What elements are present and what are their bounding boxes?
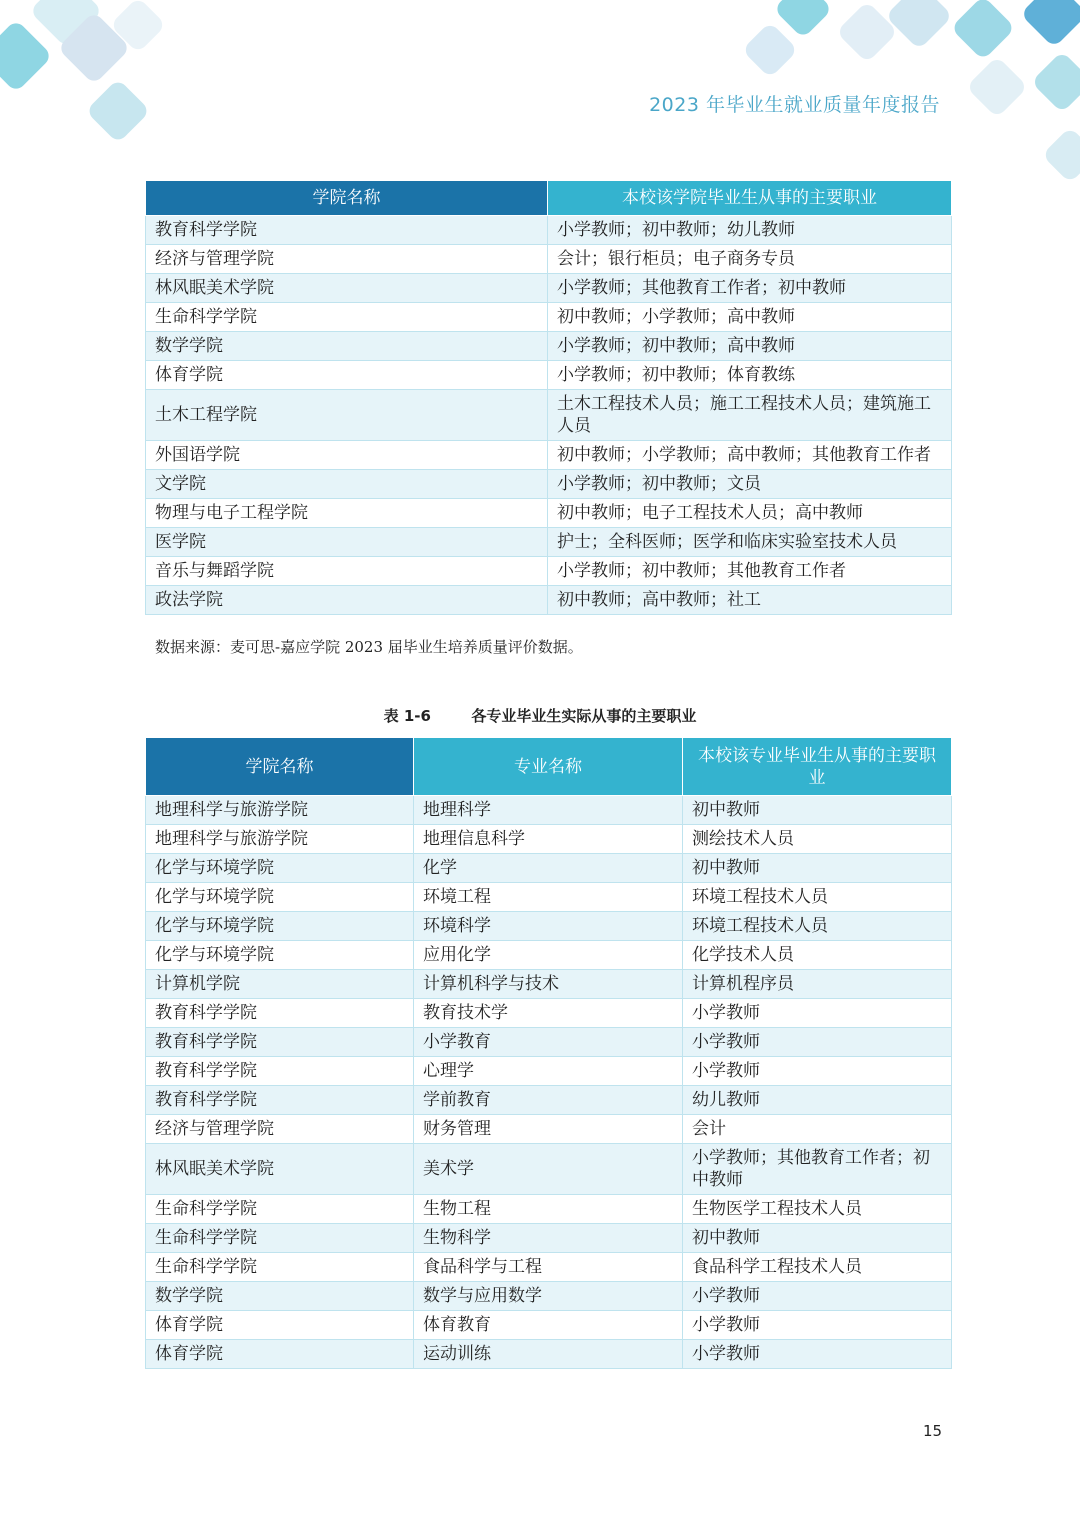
table-caption <box>0 705 1080 726</box>
college-cell: 化学与环境学院 <box>146 883 414 912</box>
occupation-cell: 小学教师；初中教师；其他教育工作者 <box>548 557 952 586</box>
table-row <box>146 1253 952 1282</box>
table-row <box>146 557 952 586</box>
table-row <box>146 1340 952 1369</box>
occupation-cell: 小学教师 <box>683 1057 952 1086</box>
occupation-cell: 小学教师；初中教师；文员 <box>548 470 952 499</box>
major-cell: 美术学 <box>414 1144 683 1195</box>
occupation-cell: 环境工程技术人员 <box>683 912 952 941</box>
data-source-note: 数据来源：麦可思-嘉应学院 2023 届毕业生培养质量评价数据。 <box>155 638 583 656</box>
major-cell: 环境科学 <box>414 912 683 941</box>
college-cell: 政法学院 <box>146 586 548 615</box>
college-cell: 教育科学学院 <box>146 1057 414 1086</box>
college-cell: 音乐与舞蹈学院 <box>146 557 548 586</box>
table1-header-occupation: 本校该学院毕业生从事的主要职业 <box>548 181 952 216</box>
major-cell: 小学教育 <box>414 1028 683 1057</box>
table-row <box>146 796 952 825</box>
college-cell: 经济与管理学院 <box>146 245 548 274</box>
college-cell: 数学学院 <box>146 332 548 361</box>
occupation-cell: 小学教师；其他教育工作者；初中教师 <box>683 1144 952 1195</box>
college-cell: 体育学院 <box>146 1311 414 1340</box>
college-cell: 生命科学学院 <box>146 303 548 332</box>
major-cell: 教育技术学 <box>414 999 683 1028</box>
table-row <box>146 274 952 303</box>
college-cell: 地理科学与旅游学院 <box>146 796 414 825</box>
table-row <box>146 970 952 999</box>
major-cell: 地理科学 <box>414 796 683 825</box>
major-cell: 生物工程 <box>414 1195 683 1224</box>
major-cell: 学前教育 <box>414 1086 683 1115</box>
college-cell: 数学学院 <box>146 1282 414 1311</box>
table2-header-occupation: 本校该专业毕业生从事的主要职业 <box>683 738 952 796</box>
major-cell: 数学与应用数学 <box>414 1282 683 1311</box>
major-cell: 运动训练 <box>414 1340 683 1369</box>
table-row <box>146 361 952 390</box>
table-row <box>146 1311 952 1340</box>
table-caption-number: 表 1-6 <box>383 707 431 725</box>
table-row <box>146 883 952 912</box>
college-cell: 林风眠美术学院 <box>146 1144 414 1195</box>
occupation-cell: 测绘技术人员 <box>683 825 952 854</box>
major-cell: 地理信息科学 <box>414 825 683 854</box>
major-cell: 财务管理 <box>414 1115 683 1144</box>
college-cell: 体育学院 <box>146 1340 414 1369</box>
table2-body <box>146 796 952 1369</box>
table-row <box>146 912 952 941</box>
occupation-cell: 土木工程技术人员；施工工程技术人员；建筑施工人员 <box>548 390 952 441</box>
table-row <box>146 245 952 274</box>
table1-header-college: 学院名称 <box>146 181 548 216</box>
occupation-cell: 小学教师 <box>683 999 952 1028</box>
occupation-cell: 小学教师 <box>683 1311 952 1340</box>
table2-header-college: 学院名称 <box>146 738 414 796</box>
table-row <box>146 332 952 361</box>
table-row <box>146 1057 952 1086</box>
occupation-cell: 护士；全科医师；医学和临床实验室技术人员 <box>548 528 952 557</box>
college-cell: 计算机学院 <box>146 970 414 999</box>
occupation-cell: 初中教师 <box>683 796 952 825</box>
occupation-cell: 会计；银行柜员；电子商务专员 <box>548 245 952 274</box>
occupation-cell: 生物医学工程技术人员 <box>683 1195 952 1224</box>
occupation-cell: 初中教师；电子工程技术人员；高中教师 <box>548 499 952 528</box>
occupation-cell: 初中教师 <box>683 854 952 883</box>
occupation-cell: 初中教师；高中教师；社工 <box>548 586 952 615</box>
college-cell: 林风眠美术学院 <box>146 274 548 303</box>
occupation-cell: 小学教师 <box>683 1028 952 1057</box>
major-cell: 环境工程 <box>414 883 683 912</box>
occupation-cell: 环境工程技术人员 <box>683 883 952 912</box>
table-row <box>146 470 952 499</box>
occupation-cell: 小学教师；初中教师；体育教练 <box>548 361 952 390</box>
college-cell: 体育学院 <box>146 361 548 390</box>
table-row <box>146 1028 952 1057</box>
college-cell: 外国语学院 <box>146 441 548 470</box>
occupation-cell: 计算机程序员 <box>683 970 952 999</box>
college-cell: 物理与电子工程学院 <box>146 499 548 528</box>
college-cell: 生命科学学院 <box>146 1224 414 1253</box>
college-cell: 化学与环境学院 <box>146 941 414 970</box>
table-row <box>146 216 952 245</box>
occupation-cell: 初中教师 <box>683 1224 952 1253</box>
occupation-cell: 小学教师；其他教育工作者；初中教师 <box>548 274 952 303</box>
occupation-cell: 小学教师；初中教师；高中教师 <box>548 332 952 361</box>
major-cell: 应用化学 <box>414 941 683 970</box>
college-cell: 生命科学学院 <box>146 1253 414 1282</box>
table-row <box>146 303 952 332</box>
occupation-cell: 小学教师；初中教师；幼儿教师 <box>548 216 952 245</box>
college-cell: 土木工程学院 <box>146 390 548 441</box>
table-row <box>146 1086 952 1115</box>
table-row <box>146 1115 952 1144</box>
table-row <box>146 854 952 883</box>
table-row <box>146 441 952 470</box>
major-cell: 化学 <box>414 854 683 883</box>
table-row <box>146 1224 952 1253</box>
occupation-cell: 初中教师；小学教师；高中教师 <box>548 303 952 332</box>
table-row <box>146 1144 952 1195</box>
major-cell: 心理学 <box>414 1057 683 1086</box>
college-cell: 教育科学学院 <box>146 999 414 1028</box>
college-cell: 经济与管理学院 <box>146 1115 414 1144</box>
college-cell: 教育科学学院 <box>146 1028 414 1057</box>
table-row <box>146 999 952 1028</box>
occupation-cell: 食品科学工程技术人员 <box>683 1253 952 1282</box>
table-row <box>146 1282 952 1311</box>
college-cell: 文学院 <box>146 470 548 499</box>
major-cell: 食品科学与工程 <box>414 1253 683 1282</box>
college-cell: 化学与环境学院 <box>146 854 414 883</box>
college-cell: 生命科学学院 <box>146 1195 414 1224</box>
college-cell: 教育科学学院 <box>146 1086 414 1115</box>
table-row <box>146 1195 952 1224</box>
college-occupation-table <box>145 180 952 615</box>
table-row <box>146 499 952 528</box>
table2-header-major: 专业名称 <box>414 738 683 796</box>
occupation-cell: 小学教师 <box>683 1282 952 1311</box>
table-row <box>146 528 952 557</box>
table-row <box>146 941 952 970</box>
table-row <box>146 586 952 615</box>
college-cell: 教育科学学院 <box>146 216 548 245</box>
major-cell: 生物科学 <box>414 1224 683 1253</box>
occupation-cell: 初中教师；小学教师；高中教师；其他教育工作者 <box>548 441 952 470</box>
table-row <box>146 390 952 441</box>
college-cell: 地理科学与旅游学院 <box>146 825 414 854</box>
major-cell: 计算机科学与技术 <box>414 970 683 999</box>
report-title: 2023 年毕业生就业质量年度报告 <box>649 94 940 116</box>
occupation-cell: 化学技术人员 <box>683 941 952 970</box>
table-caption-title: 各专业毕业生实际从事的主要职业 <box>471 707 697 725</box>
occupation-cell: 小学教师 <box>683 1340 952 1369</box>
occupation-cell: 幼儿教师 <box>683 1086 952 1115</box>
major-cell: 体育教育 <box>414 1311 683 1340</box>
major-occupation-table <box>145 737 952 1369</box>
college-cell: 化学与环境学院 <box>146 912 414 941</box>
occupation-cell: 会计 <box>683 1115 952 1144</box>
page-number: 15 <box>923 1422 943 1440</box>
college-cell: 医学院 <box>146 528 548 557</box>
table-row <box>146 825 952 854</box>
